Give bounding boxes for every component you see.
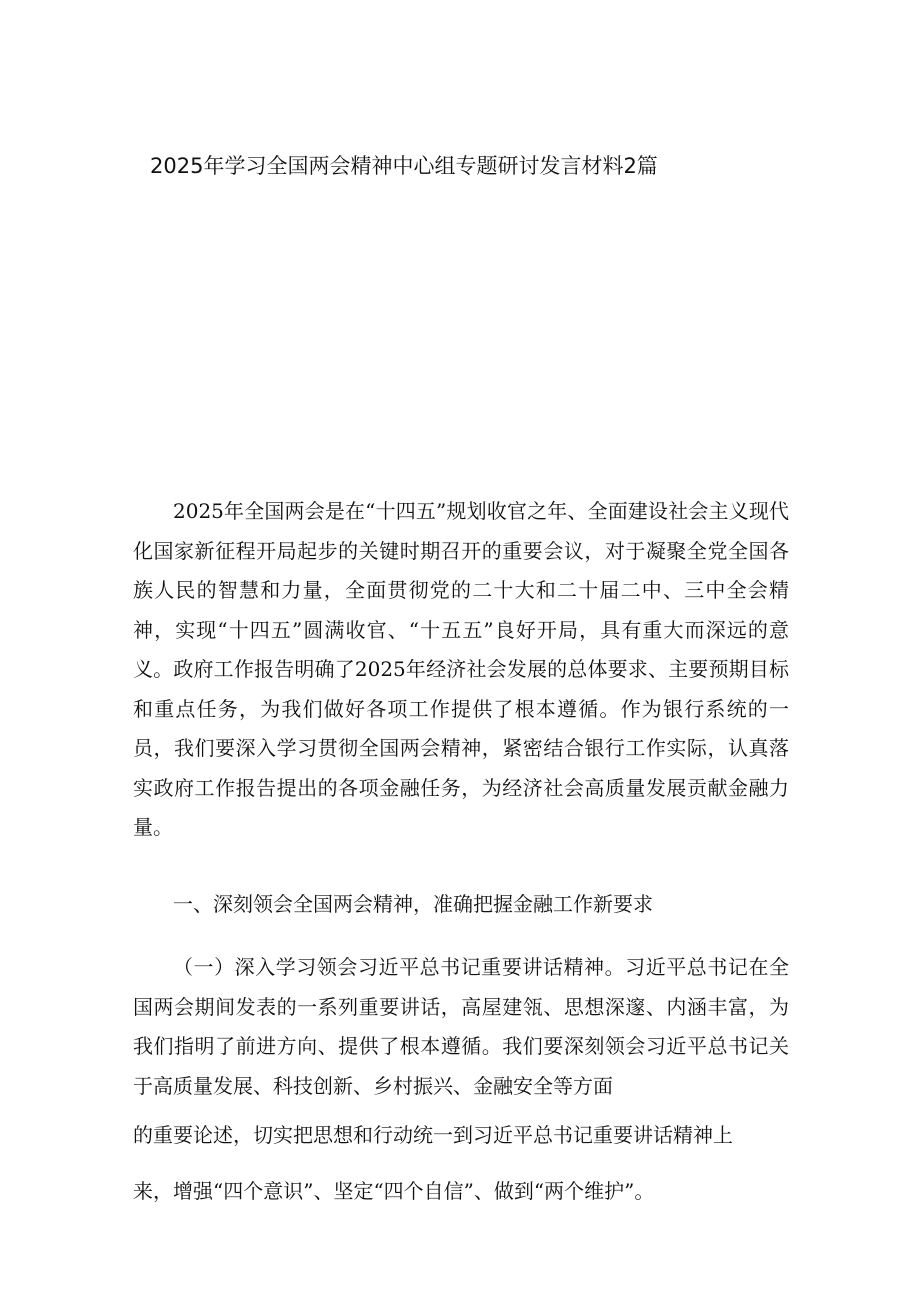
document-title: 2025年学习全国两会精神中心组专题研讨发言材料2篇 (150, 154, 658, 178)
section-heading: 一、深刻领会全国两会精神，准确把握金融工作新要求 (173, 892, 653, 916)
body-paragraph-line: 的重要论述，切实把思想和行动统一到习近平总书记重要讲话精神上 (133, 1123, 733, 1147)
body-paragraph-line: 来，增强“四个意识”、坚定“四个自信”、做到“两个维护”。 (133, 1179, 655, 1203)
body-paragraph: 2025年全国两会是在“十四五”规划收官之年、全面建设社会主义现代化国家新征程开局起步的关键时期召开的重要会议，对于凝聚全党全国各族人民的智慧和力量，全面贯彻党的二十大和二十届二中、三中全会精神，实现“十四五”圆满收官、“十五五”良好开局，具有重大而深远的意义。政府工作报告明确了2025年经济社会发展的总体要求、主要预期目标和重点任务，为我们做好各项工作提供了根本遵循。作为银行系统的一员，我们要深入学习贯彻全国两会精神，紧密结合银行工作实际，认真落实政府工作报告提出的各项金融任务，为经济社会高质量发展贡献金融力量。 (133, 499, 789, 839)
body-paragraph: （一）深入学习领会习近平总书记重要讲话精神。习近平总书记在全国两会期间发表的一系列重要讲话，高屋建瓴、思想深邃、内涵丰富，为我们指明了前进方向、提供了根本遵循。我们要深刻领会习近平总书记关于高质量发展、科技创新、乡村振兴、金融安全等方面 (133, 955, 789, 1098)
